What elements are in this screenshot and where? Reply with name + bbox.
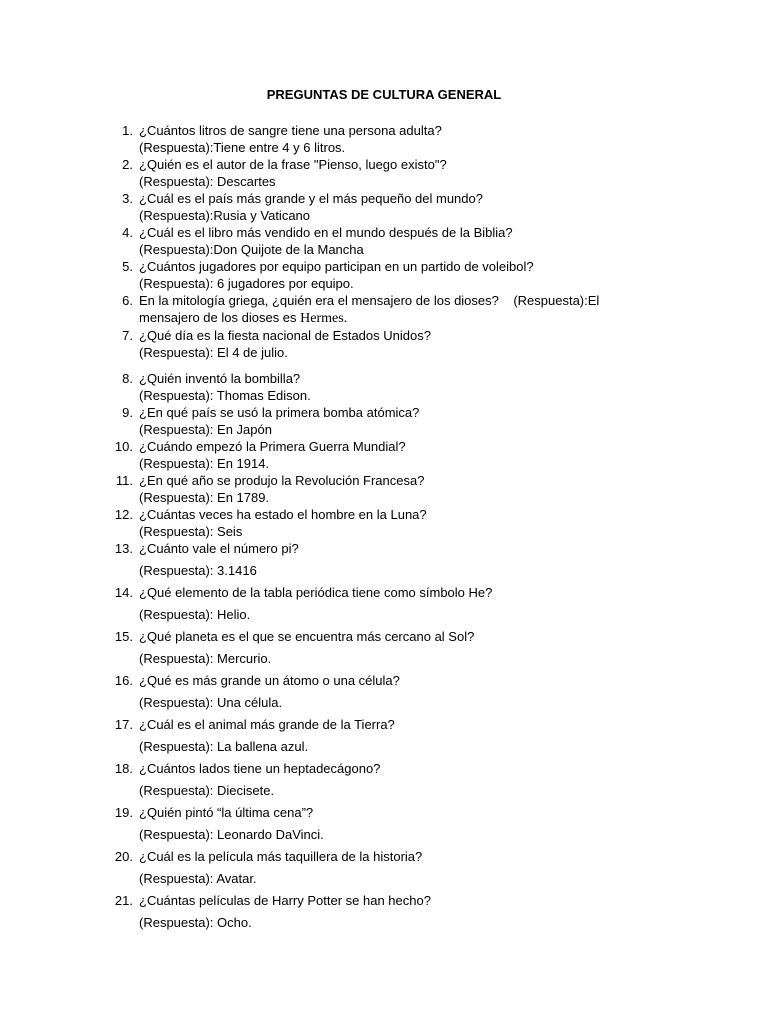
question-text: ¿Cuánto vale el número pi? bbox=[139, 541, 299, 556]
question-text: ¿Cuántas veces ha estado el hombre en la Luna? bbox=[139, 507, 427, 522]
question-text: ¿Quién pintó “la última cena”? bbox=[139, 805, 314, 820]
answer-text: (Respuesta): Ocho. bbox=[139, 915, 252, 930]
question-item-5 bbox=[0, 258, 627, 292]
item-number: 1. bbox=[122, 123, 133, 138]
answer-text: (Respuesta): Helio. bbox=[139, 607, 251, 622]
question-item-4 bbox=[0, 224, 627, 258]
question-item-10 bbox=[0, 438, 627, 472]
answer-text: (Respuesta): El 4 de julio. bbox=[139, 345, 288, 360]
question-text: ¿Cuál es el animal más grande de la Tierra? bbox=[139, 717, 395, 732]
item-number: 3. bbox=[122, 191, 133, 206]
item-number: 9. bbox=[122, 405, 133, 420]
question-item-3 bbox=[0, 190, 627, 224]
item-number: 4. bbox=[122, 225, 133, 240]
item-number: 10. bbox=[114, 439, 133, 454]
answer-text: (Respuesta): En Japón bbox=[139, 422, 272, 437]
question-text: ¿Qué planeta es el que se encuentra más cercano al Sol? bbox=[139, 629, 475, 644]
question-item-9 bbox=[0, 404, 627, 438]
item-number: 2. bbox=[122, 157, 133, 172]
item-number: 20. bbox=[114, 849, 133, 864]
item-number: 12. bbox=[114, 507, 133, 522]
question-item-13 bbox=[0, 540, 627, 579]
item-number: 13. bbox=[114, 541, 133, 556]
question-text: ¿Quién es el autor de la frase "Pienso, luego existo"? bbox=[139, 157, 447, 172]
answer-text: (Respuesta): Descartes bbox=[139, 174, 276, 189]
item-number: 11. bbox=[115, 473, 133, 488]
question-item-15 bbox=[0, 628, 627, 667]
question-text: ¿Cuándo empezó la Primera Guerra Mundial? bbox=[139, 439, 406, 454]
answer-text: (Respuesta): 3.1416 bbox=[139, 563, 257, 578]
answer-text: (Respuesta): Avatar. bbox=[139, 871, 257, 886]
answer-text: (Respuesta): Una célula. bbox=[139, 695, 283, 710]
answer-text: (Respuesta): Thomas Edison. bbox=[139, 388, 311, 403]
answer-text: (Respuesta): La ballena azul. bbox=[139, 739, 309, 754]
item-number: 18. bbox=[114, 761, 133, 776]
question-item-7 bbox=[0, 327, 627, 361]
page-title: PREGUNTAS DE CULTURA GENERAL bbox=[266, 87, 502, 102]
question-item-6 bbox=[0, 292, 627, 327]
question-item-17 bbox=[0, 716, 627, 755]
answer-text: (Respuesta): 6 jugadores por equipo. bbox=[139, 276, 354, 291]
answer-text: (Respuesta):El mensajero de los dioses es bbox=[139, 293, 600, 325]
question-item-16 bbox=[0, 672, 627, 711]
answer-text: (Respuesta): Diecisete. bbox=[139, 783, 275, 798]
question-text: ¿Cuántos litros de sangre tiene una persona adulta? bbox=[139, 123, 442, 138]
answer-text: (Respuesta): Seis bbox=[139, 524, 243, 539]
answer-text: (Respuesta): En 1914. bbox=[139, 456, 270, 471]
question-item-14 bbox=[0, 584, 627, 623]
question-text: ¿Cuál es la película más taquillera de la historia? bbox=[139, 849, 423, 864]
question-text: ¿En qué año se produjo la Revolución Francesa? bbox=[139, 473, 425, 488]
question-text: ¿Cuántos lados tiene un heptadecágono? bbox=[139, 761, 381, 776]
question-item-18 bbox=[0, 760, 627, 799]
question-item-12 bbox=[0, 506, 627, 540]
question-text: ¿Cuál es el libro más vendido en el mundo después de la Biblia? bbox=[139, 225, 513, 240]
item-number: 21. bbox=[114, 893, 133, 908]
answer-text: (Respuesta):Rusia y Vaticano bbox=[139, 208, 311, 223]
question-text: ¿Qué día es la fiesta nacional de Estados Unidos? bbox=[139, 328, 431, 343]
question-item-20 bbox=[0, 848, 627, 887]
answer-text: (Respuesta): Leonardo DaVinci. bbox=[139, 827, 324, 842]
question-text: ¿Quién inventó la bombilla? bbox=[139, 371, 301, 386]
question-text: ¿En qué país se usó la primera bomba atómica? bbox=[139, 405, 420, 420]
answer-text: (Respuesta):Don Quijote de la Mancha bbox=[139, 242, 364, 257]
question-text: ¿Cuántos jugadores por equipo participan en un partido de voleibol? bbox=[139, 259, 534, 274]
item-number: 19. bbox=[114, 805, 133, 820]
item-number: 7. bbox=[122, 328, 133, 343]
question-text: ¿Qué es más grande un átomo o una célula? bbox=[139, 673, 400, 688]
question-text: En la mitología griega, ¿quién era el mensajero de los dioses? bbox=[139, 293, 499, 308]
answer-text: (Respuesta):Tiene entre 4 y 6 litros. bbox=[139, 140, 346, 155]
question-item-21 bbox=[0, 892, 627, 931]
item-number: 5. bbox=[122, 259, 133, 274]
item-number: 16. bbox=[114, 673, 133, 688]
question-item-19 bbox=[0, 804, 627, 843]
question-item-11 bbox=[0, 472, 627, 506]
item-number: 8. bbox=[122, 371, 133, 386]
question-text: ¿Qué elemento de la tabla periódica tiene como símbolo He? bbox=[139, 585, 493, 600]
item-number: 6. bbox=[122, 293, 133, 308]
question-item-1 bbox=[0, 122, 627, 156]
question-text: ¿Cuál es el país más grande y el más pequeño del mundo? bbox=[139, 191, 483, 206]
question-item-2 bbox=[0, 156, 627, 190]
answer-text: (Respuesta): En 1789. bbox=[139, 490, 270, 505]
item-number: 14. bbox=[114, 585, 133, 600]
question-item-8 bbox=[0, 370, 627, 404]
question-list bbox=[0, 122, 768, 931]
question-text: ¿Cuántas películas de Harry Potter se han hecho? bbox=[139, 893, 431, 908]
item-number: 15. bbox=[114, 629, 133, 644]
answer-text-end: Hermes. bbox=[300, 311, 348, 326]
item-number: 17. bbox=[114, 717, 133, 732]
answer-text: (Respuesta): Mercurio. bbox=[139, 651, 272, 666]
